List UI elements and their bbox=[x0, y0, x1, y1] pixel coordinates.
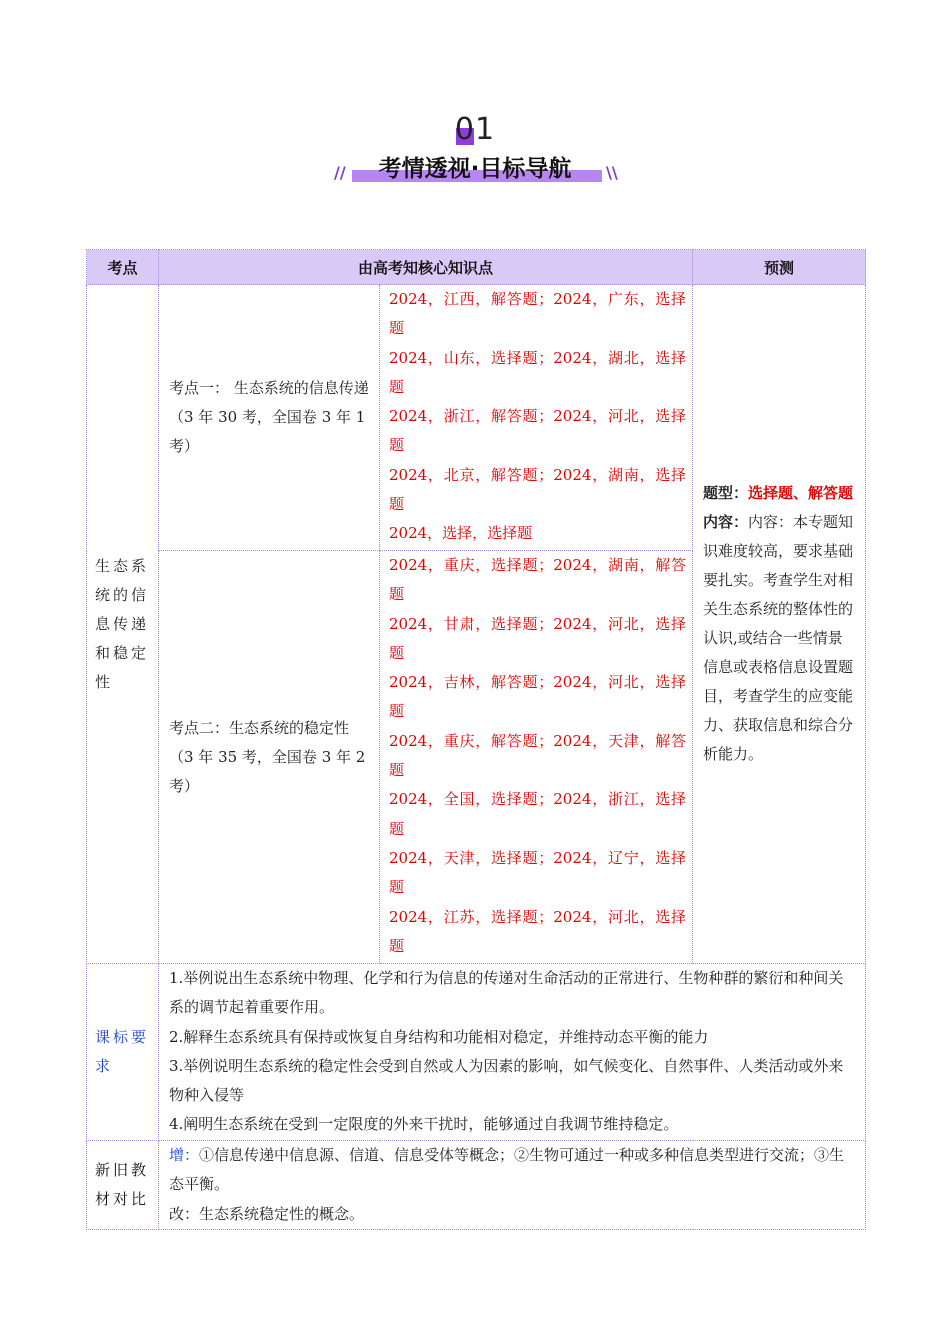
point2-cell bbox=[159, 551, 380, 964]
point1-sources bbox=[380, 285, 693, 551]
type-value: 选择题、解答题 bbox=[748, 484, 854, 502]
standards-label: 课标要求 bbox=[87, 964, 159, 1141]
prediction-type bbox=[703, 479, 857, 508]
change-label: 改： bbox=[169, 1204, 200, 1223]
exam-analysis-table bbox=[86, 249, 866, 1230]
type-label: 题型： bbox=[703, 484, 749, 502]
right-deco: \\ bbox=[606, 163, 618, 182]
source-item: 2024，全国，选择题；2024，浙江，选择题 bbox=[389, 790, 687, 838]
comparison-label: 新旧教材对比 bbox=[87, 1141, 159, 1230]
comparison-change bbox=[169, 1200, 857, 1229]
comparison-content bbox=[159, 1141, 866, 1230]
left-deco: // bbox=[334, 163, 346, 182]
source-item: 2024，江苏，选择题；2024，河北，选择题 bbox=[389, 907, 687, 955]
point2-note: （3 年 35 考，全国卷 3 年 2 考） bbox=[169, 747, 366, 795]
comparison-add bbox=[169, 1141, 857, 1200]
source-item: 2024，浙江，解答题；2024，河北，选择题 bbox=[389, 407, 687, 455]
source-item: 2024，重庆，选择题；2024，湖南，解答题 bbox=[389, 556, 687, 604]
point2-sources bbox=[380, 551, 693, 964]
prediction-cell bbox=[693, 285, 866, 964]
section-title: 考情透视·目标导航 bbox=[378, 156, 572, 182]
source-item: 2024，重庆，解答题；2024，天津，解答题 bbox=[389, 731, 687, 780]
content-text: 内容：本专题知识难度较高，要求基础要扎实。考查学生对相关生态系统的整体性的认识,或结合一些情景信息或表格信息设置题目，考查学生的应变能力、获取信息和综合分析能力。 bbox=[703, 513, 854, 763]
comparison-row bbox=[87, 1141, 866, 1230]
source-item: 2024，吉林，解答题；2024，河北，选择题 bbox=[389, 673, 687, 721]
col-header-prediction: 预测 bbox=[693, 250, 866, 285]
point1-cell bbox=[159, 285, 380, 551]
source-item: 2024，山东，选择题；2024，湖北，选择题 bbox=[389, 348, 687, 396]
content-label: 内容： bbox=[703, 513, 749, 531]
topic-cell: 生态系统的信息传递和稳定性 bbox=[87, 285, 159, 964]
standard-item: 3.举例说明生态系统的稳定性会受到自然或人为因素的影响，如气候变化、自然事件、人类活动或外来物种入侵等 bbox=[169, 1056, 844, 1105]
standards-content bbox=[159, 964, 866, 1141]
col-header-topic: 考点 bbox=[87, 250, 159, 285]
standard-item: 1.举例说出生态系统中物理、化学和行为信息的传递对生命活动的正常进行、生物种群的繁衍和种间关系的调节起着重要作用。 bbox=[169, 969, 844, 1017]
add-text: ①信息传递中信息源、信道、信息受体等概念；②生物可通过一种或多种信息类型进行交流；③生态平衡。 bbox=[169, 1146, 845, 1194]
source-item: 2024，江西，解答题；2024，广东，选择题 bbox=[389, 290, 687, 338]
point1-name: 考点一： 生态系统的信息传递 bbox=[169, 379, 369, 397]
point1-note: （3 年 30 考，全国卷 3 年 1 考） bbox=[169, 408, 366, 455]
change-text: 生态系统稳定性的概念。 bbox=[199, 1204, 365, 1223]
point1-row bbox=[87, 285, 866, 551]
source-item: 2024，天津，选择题；2024，辽宁，选择题 bbox=[389, 848, 687, 897]
source-item: 2024，甘肃，选择题；2024，河北，选择题 bbox=[389, 614, 687, 662]
prediction-content bbox=[703, 508, 857, 769]
standard-item: 2.解释生态系统具有保持或恢复自身结构和功能相对稳定，并维持动态平衡的能力 bbox=[169, 1027, 709, 1046]
add-label: 增： bbox=[169, 1146, 200, 1164]
header-row bbox=[87, 250, 866, 285]
section-number: 01 bbox=[454, 112, 496, 147]
source-item: 2024，北京，解答题；2024，湖南，选择题 bbox=[389, 465, 687, 514]
source-item: 2024，选择，选择题 bbox=[389, 524, 533, 543]
standard-item: 4.阐明生态系统在受到一定限度的外来干扰时，能够通过自我调节维持稳定。 bbox=[169, 1115, 679, 1134]
standards-row bbox=[87, 964, 866, 1141]
point2-name: 考点二：生态系统的稳定性 bbox=[169, 718, 350, 737]
col-header-knowledge: 由高考知核心知识点 bbox=[159, 250, 693, 285]
